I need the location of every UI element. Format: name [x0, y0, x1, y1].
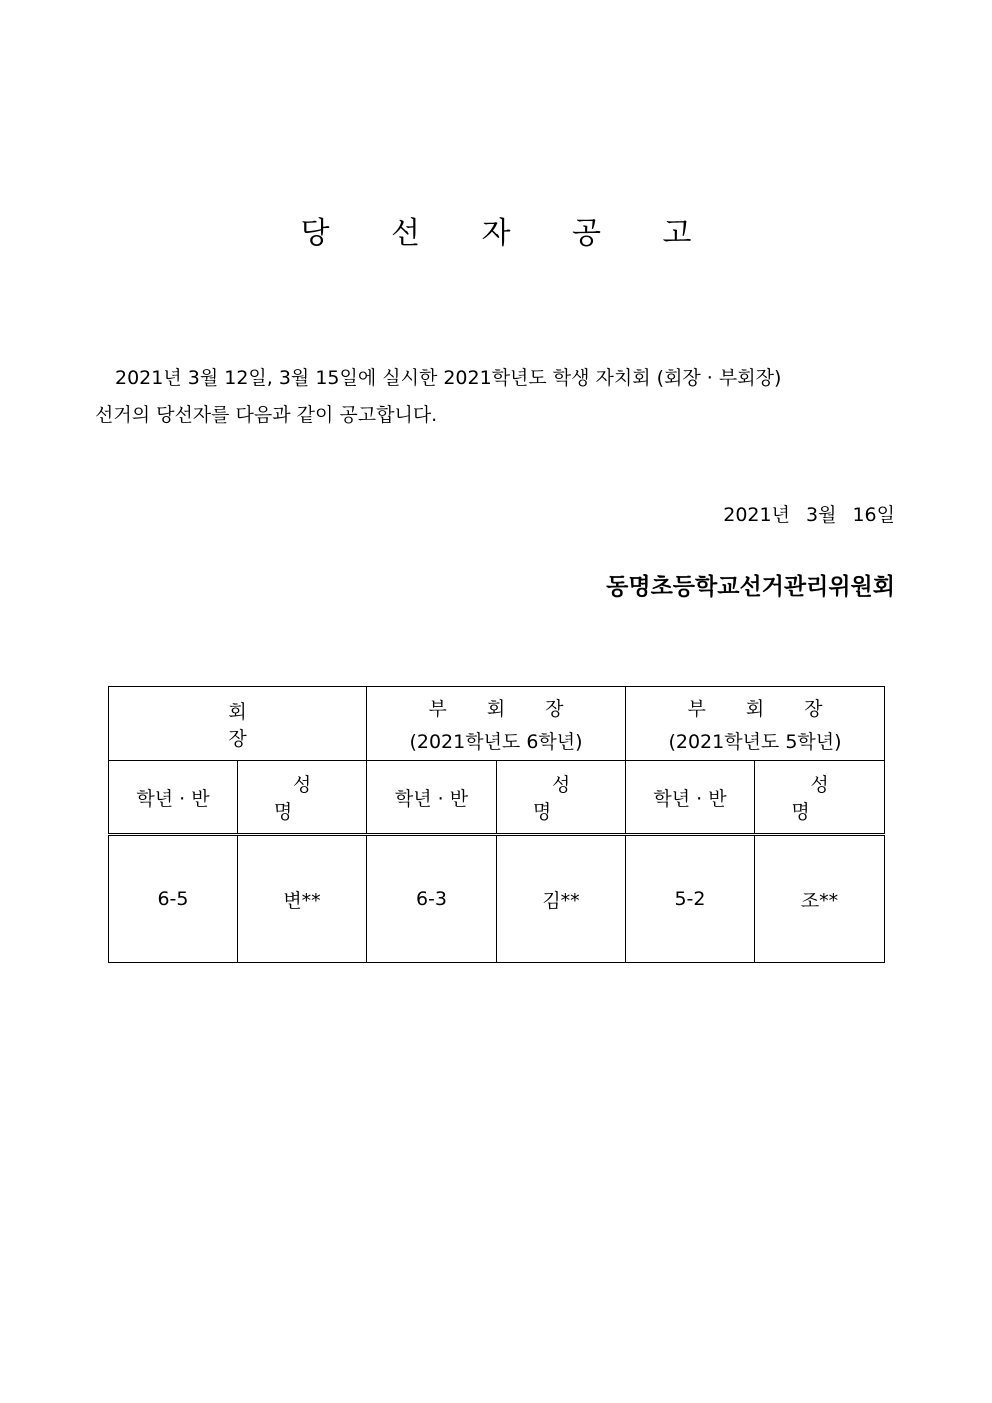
vice-president-6-class: 6-3	[367, 835, 497, 963]
role-title: 부회장	[687, 697, 863, 720]
column-header-name: 성명	[755, 761, 885, 835]
role-title: 회장	[228, 700, 335, 750]
vice-president-6-name: 김**	[497, 835, 626, 963]
column-header-name: 성명	[238, 761, 367, 835]
role-subtitle: (2021학년도 6학년)	[409, 730, 583, 753]
vice-president-5-class: 5-2	[626, 835, 755, 963]
announcement-line-1: 2021년 3월 12일, 3월 15일에 실시한 2021학년도 학생 자치회 (회장 · 부회장)	[115, 367, 782, 389]
column-header-name: 성명	[497, 761, 626, 835]
announcement-text	[95, 360, 895, 434]
role-subtitle: (2021학년도 5학년)	[668, 730, 842, 753]
page-title: 당 선 자 공 고	[300, 216, 718, 251]
announcement-date: 2021년 3월 16일	[723, 504, 895, 526]
role-header-vice-president-5	[626, 687, 885, 761]
announcement-line-2: 선거의 당선자를 다음과 같이 공고합니다.	[95, 404, 438, 426]
role-header-row	[109, 687, 885, 761]
role-header-vice-president-6	[367, 687, 626, 761]
role-title: 부회장	[428, 697, 604, 720]
results-table	[108, 686, 885, 963]
president-class: 6-5	[109, 835, 238, 963]
president-name: 변**	[238, 835, 367, 963]
vice-president-5-name: 조**	[755, 835, 885, 963]
column-header-class: 학년 · 반	[109, 761, 238, 835]
column-header-row	[109, 761, 885, 835]
column-header-class: 학년 · 반	[367, 761, 497, 835]
role-header-president	[109, 687, 367, 761]
committee-name: 동명초등학교선거관리위원회	[606, 574, 895, 600]
column-header-class: 학년 · 반	[626, 761, 755, 835]
table-row	[109, 835, 885, 963]
